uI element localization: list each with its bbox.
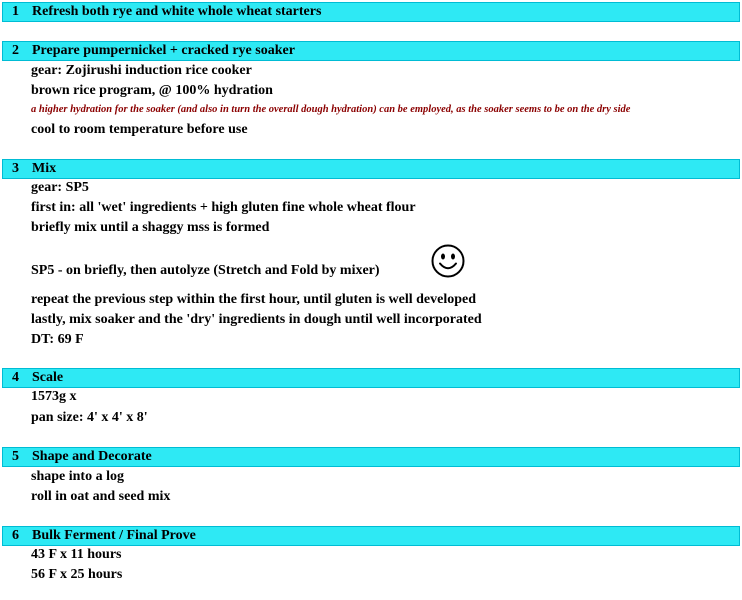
shape-log-line: shape into a log (31, 469, 124, 484)
section-number: 1 (12, 4, 19, 19)
mix-autolyze-line: SP5 - on briefly, then autolyze (Stretch and Fold by mixer) (31, 263, 380, 278)
section-title: Prepare pumpernickel + cracked rye soaker (32, 43, 295, 58)
section-title: Mix (32, 161, 57, 176)
section-number: 4 (12, 370, 19, 385)
section-header-mix (2, 159, 740, 179)
section-number: 2 (12, 43, 19, 58)
scale-pan-size-line: pan size: 4' x 4' x 8' (31, 410, 148, 425)
soaker-program-line: brown rice program, @ 100% hydration (31, 83, 273, 98)
mix-lastly-line: lastly, mix soaker and the 'dry' ingredients in dough until well incorporated (31, 312, 482, 327)
section-header-prepare-soaker (2, 41, 740, 61)
shape-roll-line: roll in oat and seed mix (31, 489, 171, 504)
soaker-gear-line: gear: Zojirushi induction rice cooker (31, 63, 252, 78)
soaker-cool-line: cool to room temperature before use (31, 122, 248, 137)
section-number: 6 (12, 528, 19, 543)
section-header-ferment-prove (2, 526, 740, 546)
mix-briefly-line: briefly mix until a shaggy mss is formed (31, 220, 270, 235)
mix-first-in-line: first in: all 'wet' ingredients + high gluten fine whole wheat flour (31, 200, 416, 215)
section-title: Refresh both rye and white whole wheat starters (32, 4, 322, 19)
mix-dough-temp-line: DT: 69 F (31, 332, 84, 347)
mix-repeat-line: repeat the previous step within the first hour, until gluten is well developed (31, 292, 477, 307)
section-title: Bulk Ferment / Final Prove (32, 528, 196, 543)
section-header-shape-decorate (2, 447, 740, 467)
mix-gear-line: gear: SP5 (31, 180, 89, 195)
section-header-refresh-starters (2, 2, 740, 22)
ferment-stage-two-line: 56 F x 25 hours (31, 567, 123, 582)
ferment-stage-one-line: 43 F x 11 hours (31, 547, 122, 562)
section-header-scale (2, 368, 740, 388)
section-title: Shape and Decorate (32, 449, 152, 464)
section-number: 3 (12, 161, 19, 176)
scale-weight-line: 1573g x (31, 389, 77, 404)
section-number: 5 (12, 449, 19, 464)
soaker-hydration-note: a higher hydration for the soaker (and also in turn the overall dough hydration) can be employed, as the soaker seems to be on the dry side (31, 104, 631, 115)
smiley-face-icon (431, 244, 465, 278)
section-title: Scale (32, 370, 64, 385)
